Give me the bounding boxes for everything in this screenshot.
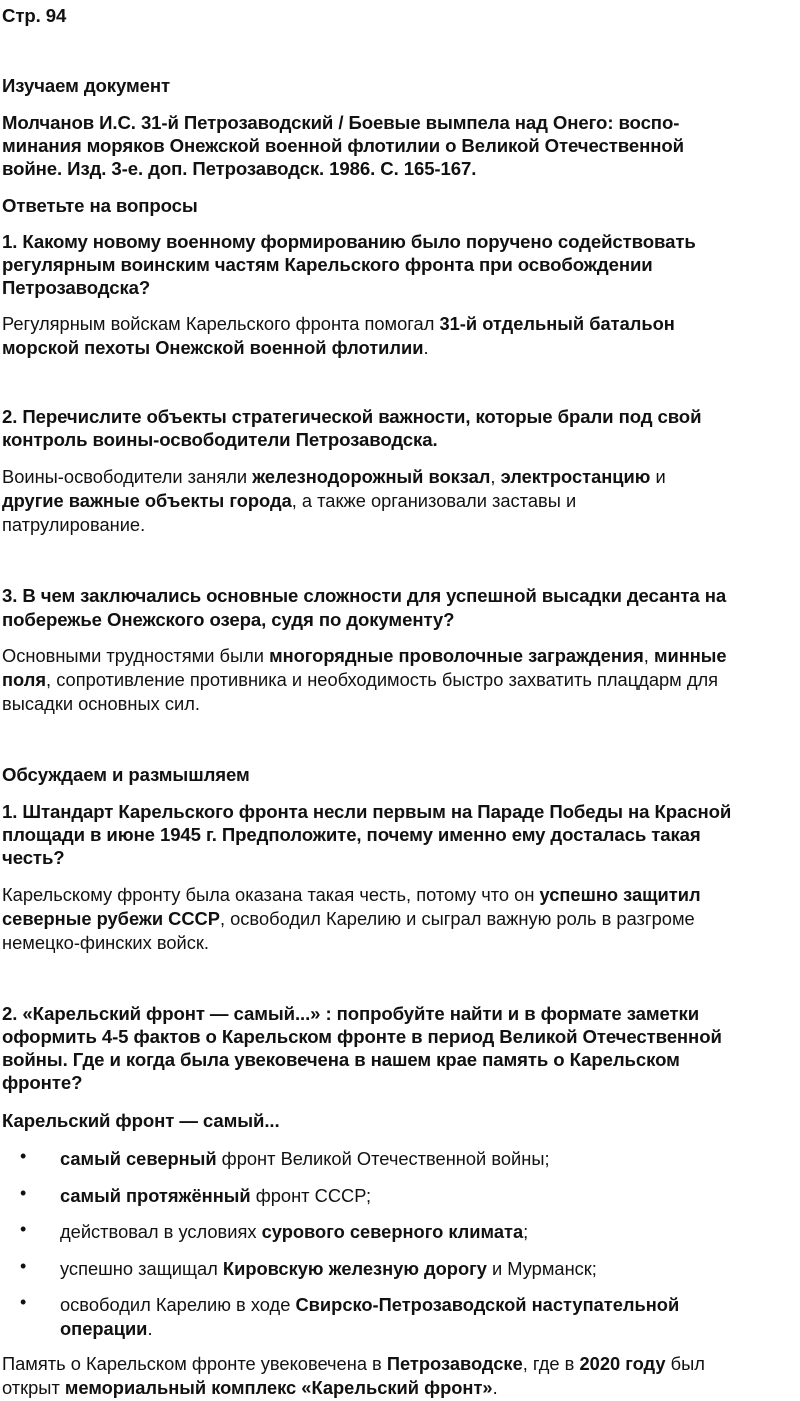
answer-line: [2, 490, 576, 512]
answer-text: Регулярным войскам Карельского фронта помогал: [2, 313, 440, 334]
source-line: минания моряков Онежской военной флотилии о Великой Отечественной: [2, 135, 684, 156]
answer-emphasis: минные: [653, 645, 727, 666]
list-item-tail: фронт СССР;: [250, 1185, 372, 1206]
list-item-emphasis: Свирско-Петрозаводской наступательной: [295, 1294, 680, 1315]
question-text: честь?: [2, 847, 65, 868]
closing-text: .: [492, 1377, 498, 1398]
closing-emphasis: Петрозаводске: [386, 1353, 523, 1374]
list-item-text: [60, 1221, 528, 1243]
closing-emphasis: мемориальный комплекс «Карельский фронт»: [64, 1377, 493, 1398]
answer-line: [2, 669, 718, 691]
question-text: Петрозаводска?: [2, 277, 151, 298]
question-text: регулярным воинским частям Карельского фронта при освобождении: [2, 254, 653, 275]
answer-text: Карельскому фронту была оказана такая честь, потому что он: [2, 884, 540, 905]
answer-emphasis: электростанцию: [500, 466, 651, 487]
questions-heading: Ответьте на вопросы: [2, 195, 198, 216]
answer-text: и: [650, 466, 666, 487]
question-text: 2. «Карельский фронт — самый...» : попробуйте найти и в формате заметки: [2, 1003, 700, 1024]
closing-text: , где в: [522, 1353, 580, 1374]
answer-emphasis: другие важные объекты города: [2, 490, 292, 511]
answer-text: , а также организовали заставы и: [291, 490, 577, 511]
question-text: войны. Где и когда была увековечена в нашем крае память о Карельском: [2, 1049, 680, 1070]
list-item-emphasis: сурового северного климата: [261, 1221, 524, 1242]
bullet-icon: •: [20, 1219, 27, 1239]
list-item-tail: ;: [523, 1221, 529, 1242]
answer-line: немецко-финских войск.: [2, 932, 209, 953]
list-item-head: действовал в условиях: [60, 1221, 262, 1242]
answer-text: Основными трудностями были: [2, 645, 270, 666]
bullet-icon: •: [20, 1292, 27, 1312]
answer-text: Воины-освободители заняли: [2, 466, 253, 487]
list-item-emphasis: операции: [60, 1318, 148, 1339]
answer-text: , сопротивление противника и необходимость быстро захватить плацдарм для: [46, 669, 719, 690]
answer-text: ,: [490, 466, 501, 487]
answer-emphasis: морской пехоты Онежской военной флотилии: [2, 337, 424, 358]
list-item-emphasis: самый северный: [60, 1148, 217, 1169]
bullet-icon: •: [20, 1146, 27, 1166]
answer-emphasis: поля: [2, 669, 47, 690]
section-heading-study: Изучаем документ: [2, 75, 171, 96]
closing-text: был: [665, 1353, 705, 1374]
list-item-head: успешно защищал: [60, 1258, 223, 1279]
answer-line: [2, 884, 701, 906]
question-text: 1. Какому новому военному формированию было поручено содействовать: [2, 231, 696, 252]
closing-line: [2, 1377, 498, 1399]
source-line: войне. Изд. 3-е. доп. Петрозаводск. 1986. С. 165-167.: [2, 158, 477, 179]
section-heading-discuss: Обсуждаем и размышляем: [2, 764, 250, 785]
question-text: 1. Штандарт Карельского фронта несли первым на Параде Победы на Красной: [2, 801, 732, 822]
question-text: оформить 4-5 фактов о Карельском фронте в период Великой Отечественной: [2, 1026, 722, 1047]
answer-line: [2, 466, 666, 488]
bullet-icon: •: [20, 1183, 27, 1203]
answer-line: [2, 337, 429, 359]
list-item-emphasis: самый протяжённый: [60, 1185, 251, 1206]
source-line: Молчанов И.С. 31-й Петрозаводский / Боевые вымпела над Онего: воспо-: [2, 112, 680, 133]
list-item-tail: и Мурманск;: [486, 1258, 597, 1279]
page-label: Стр. 94: [2, 5, 67, 26]
question-text: 3. В чем заключались основные сложности для успешной высадки десанта на: [2, 585, 727, 606]
list-item-head: освободил Карелию в ходе: [60, 1294, 296, 1315]
answer-line: патрулирование.: [2, 514, 146, 535]
answer-text: ,: [643, 645, 654, 666]
list-lead: Карельский фронт — самый...: [2, 1110, 280, 1131]
bullet-icon: •: [20, 1256, 27, 1276]
answer-text: .: [423, 337, 429, 358]
list-item-text: [60, 1294, 679, 1316]
answer-line: высадки основных сил.: [2, 693, 200, 714]
closing-text: открыт: [2, 1377, 65, 1398]
answer-emphasis: многорядные проволочные заграждения: [269, 645, 644, 666]
question-text: побережье Онежского озера, судя по документу?: [2, 609, 455, 630]
answer-emphasis: успешно защитил: [539, 884, 701, 905]
answer-line: [2, 313, 675, 335]
closing-line: [2, 1353, 705, 1375]
list-item-emphasis: Кировскую железную дорогу: [222, 1258, 487, 1279]
list-item-text: [60, 1148, 550, 1170]
list-item-tail: .: [147, 1318, 153, 1339]
question-text: фронте?: [2, 1072, 83, 1093]
answer-text: , освободил Карелию и сыграл важную роль в разгроме: [219, 908, 695, 929]
list-item-text: [60, 1258, 597, 1280]
answer-line: [2, 908, 695, 930]
question-text: 2. Перечислите объекты стратегической важности, которые брали под свой: [2, 406, 702, 427]
answer-emphasis: северные рубежи СССР: [2, 908, 220, 929]
answer-emphasis: железнодорожный вокзал: [252, 466, 491, 487]
list-item-tail: фронт Великой Отечественной войны;: [216, 1148, 550, 1169]
closing-text: Память о Карельском фронте увековечена в: [2, 1353, 387, 1374]
answer-emphasis: 31-й отдельный батальон: [439, 313, 675, 334]
list-item-text: [60, 1185, 371, 1207]
question-text: площади в июне 1945 г. Предположите, почему именно ему досталась такая: [2, 824, 701, 845]
answer-line: [2, 645, 727, 667]
list-item-text: [60, 1318, 153, 1340]
closing-emphasis: 2020 году: [579, 1353, 666, 1374]
question-text: контроль воины-освободители Петрозаводска.: [2, 429, 438, 450]
